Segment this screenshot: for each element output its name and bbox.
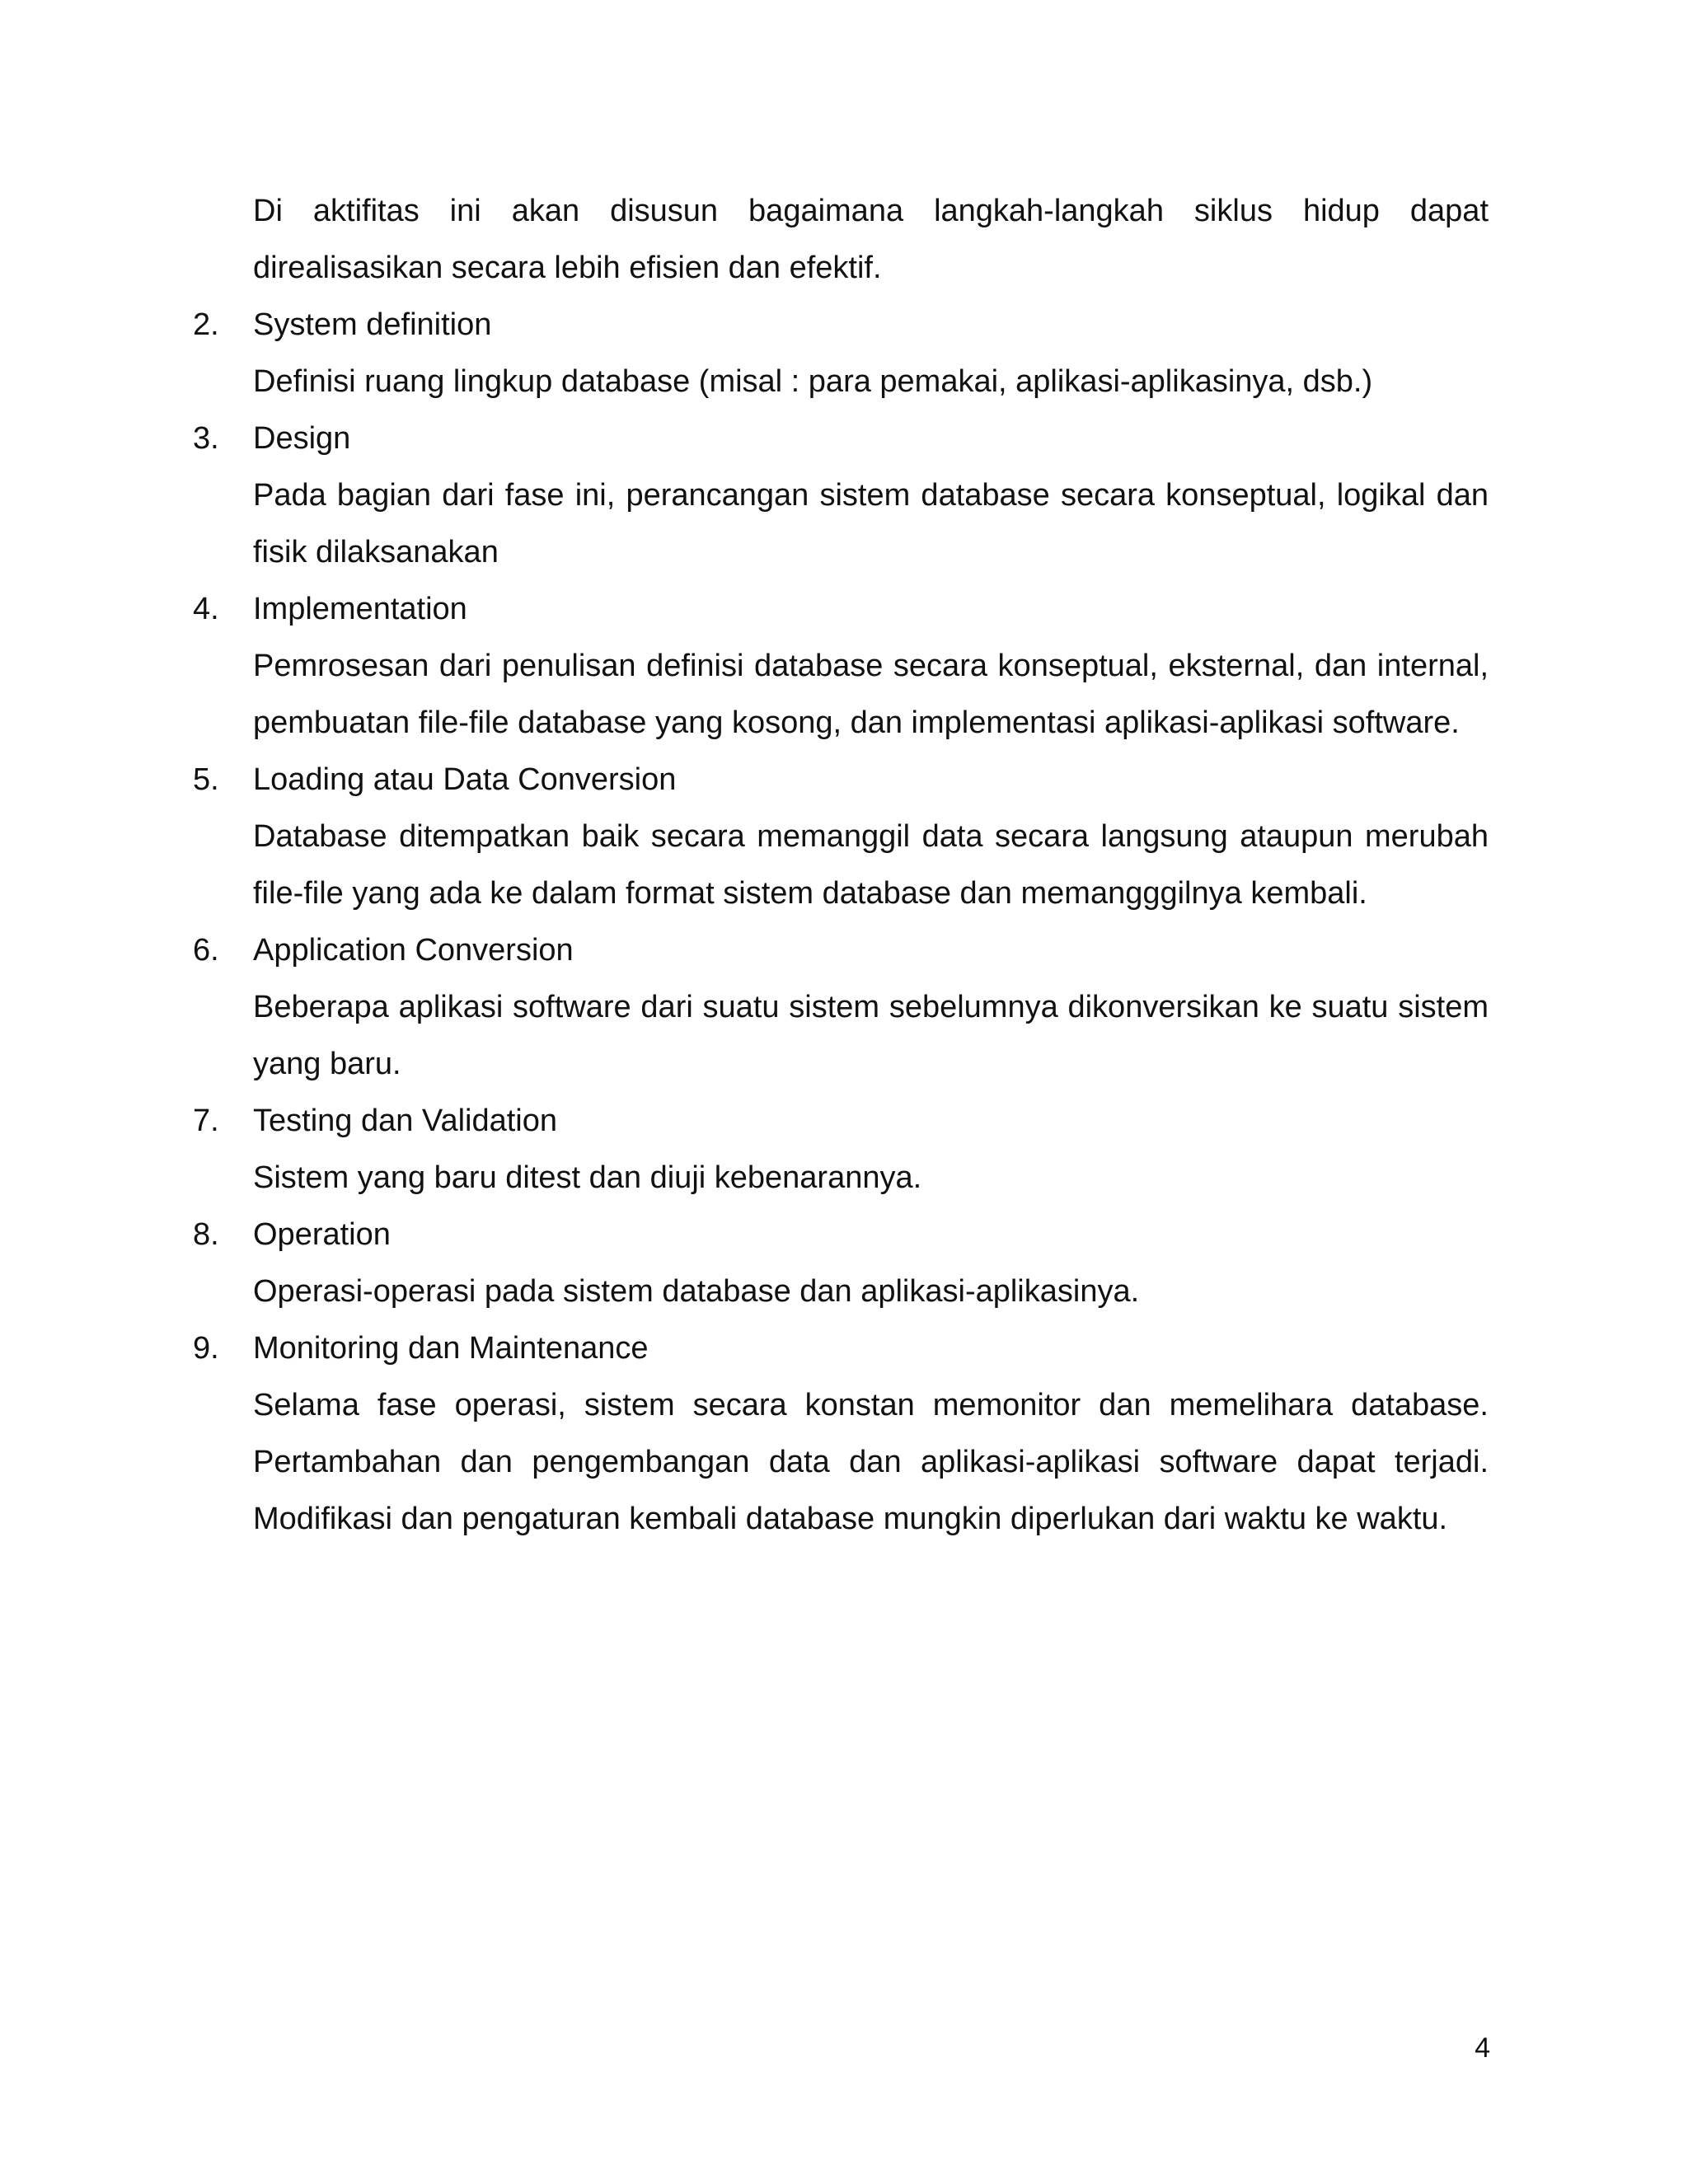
list-item-body: Selama fase operasi, sistem secara konstan memonitor dan memelihara database. Pertambahan dan pengembangan data dan aplikasi-aplikasi software dapat terjadi. Modifikasi dan pengaturan kembali database mungkin diperlukan dari waktu ke waktu. — [253, 1388, 1489, 1536]
list-item-title: Loading atau Data Conversion — [253, 762, 677, 797]
list-item-number: 7. — [193, 1104, 219, 1138]
list-item-testing — [190, 1093, 1489, 1207]
list-item-number: 8. — [193, 1217, 219, 1252]
list-item-body: Operasi-operasi pada sistem database dan aplikasi-aplikasinya. — [253, 1274, 1140, 1309]
list-item-number: 2. — [193, 307, 219, 342]
list-item-number: 9. — [193, 1331, 219, 1366]
list-item-title: System definition — [253, 307, 492, 342]
list-item-application-conversion — [190, 922, 1489, 1093]
list-item-title: Operation — [253, 1217, 391, 1252]
list-item-number: 4. — [193, 592, 219, 626]
list-item-number: 5. — [193, 762, 219, 797]
list-item-title: Design — [253, 421, 351, 456]
list-item-title: Monitoring dan Maintenance — [253, 1331, 649, 1366]
document-content — [190, 183, 1489, 1548]
list-item-body: Sistem yang baru ditest dan diuji kebenarannya. — [253, 1160, 922, 1195]
intro-paragraph: Di aktifitas ini akan disusun bagaimana langkah-langkah siklus hidup dapat direalisasikan secara lebih efisien dan efektif. — [253, 194, 1489, 285]
page-number: 4 — [1475, 2032, 1490, 2064]
list-item-operation — [190, 1207, 1489, 1320]
list-item-number: 6. — [193, 933, 219, 968]
list-item-body: Pada bagian dari fase ini, perancangan sistem database secara konseptual, logikal dan fisik dilaksanakan — [253, 478, 1489, 569]
list-item-title: Testing dan Validation — [253, 1104, 557, 1138]
list-item-number: 3. — [193, 421, 219, 456]
list-item-body: Database ditempatkan baik secara memanggil data secara langsung ataupun merubah file-file yang ada ke dalam format sistem database dan memangggilnya kembali. — [253, 819, 1489, 911]
list-item-body: Beberapa aplikasi software dari suatu sistem sebelumnya dikonversikan ke suatu sistem yang baru. — [253, 990, 1489, 1081]
list-item-loading — [190, 752, 1489, 922]
list-item-implementation — [190, 581, 1489, 752]
list-item-title: Implementation — [253, 592, 467, 626]
list-item-body: Pemrosesan dari penulisan definisi database secara konseptual, eksternal, dan internal, pembuatan file-file database yang kosong, dan implementasi aplikasi-aplikasi software. — [253, 649, 1489, 740]
list-item-body: Definisi ruang lingkup database (misal : para pemakai, aplikasi-aplikasinya, dsb.) — [253, 364, 1373, 399]
list-item-monitoring — [190, 1320, 1489, 1548]
list-item-title: Application Conversion — [253, 933, 574, 968]
list-item-design — [190, 410, 1489, 581]
list-item-system-definition — [190, 297, 1489, 410]
